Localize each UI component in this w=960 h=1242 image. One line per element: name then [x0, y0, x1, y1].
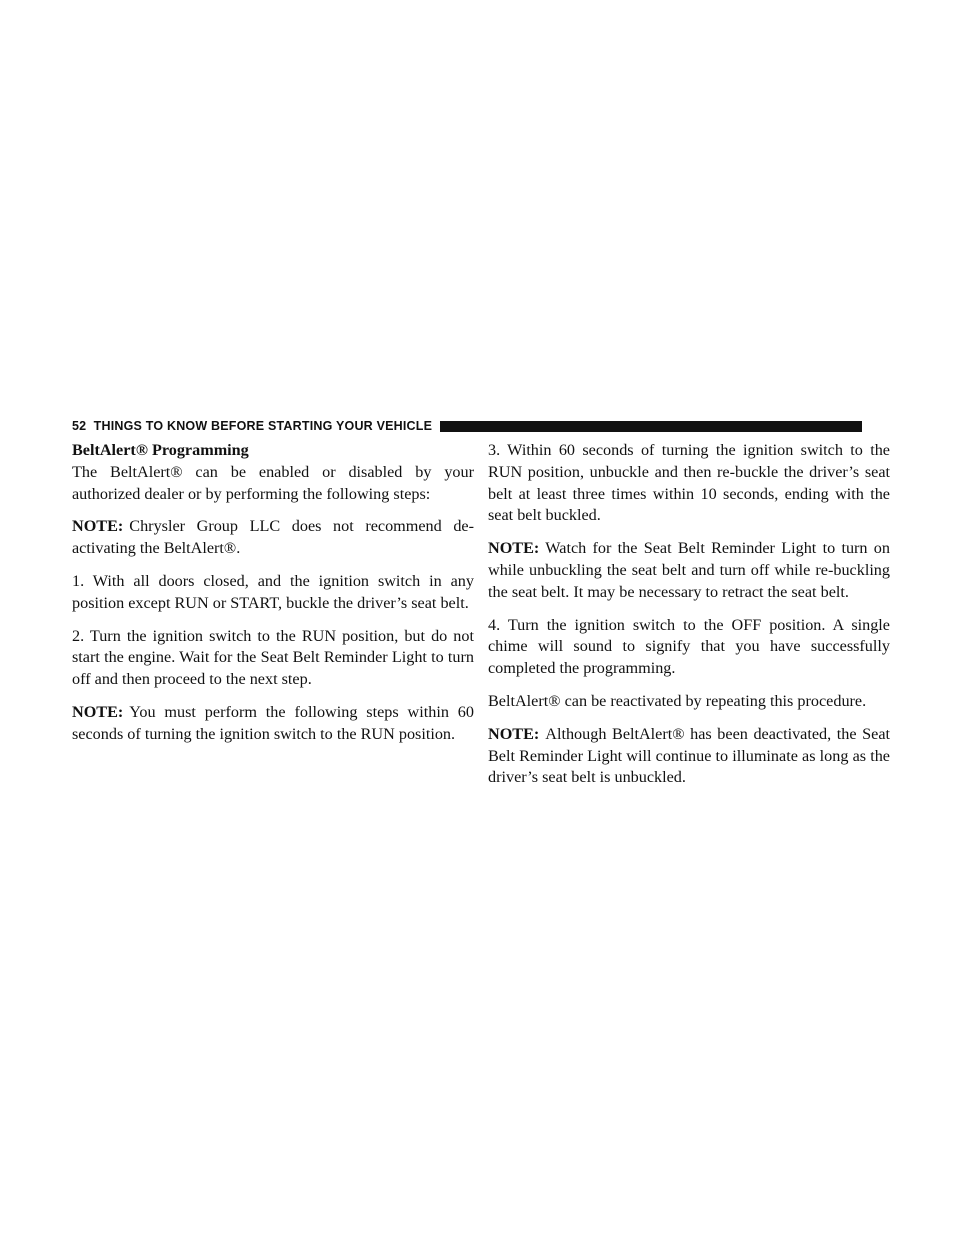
note-paragraph	[72, 702, 474, 746]
right-column	[488, 440, 890, 800]
left-column	[72, 440, 474, 757]
note-text: You must perform the following steps within 60 seconds of turning the ignition switch to the RUN position.	[72, 702, 474, 743]
note-text: Watch for the Seat Belt Reminder Light to turn on while unbuckling the seat belt and turn off while re-buckling the seat belt. It may be necessary to retract the seat belt.	[488, 539, 890, 601]
reactivate-paragraph: BeltAlert® can be reactivated by repeating this procedure.	[488, 691, 867, 710]
page-number: 52	[72, 419, 87, 433]
note-label: NOTE:	[72, 702, 124, 721]
step-1-paragraph: 1. With all doors closed, and the ignition switch in any position except RUN or START, buckle the driver’s seat belt.	[72, 571, 474, 612]
page-header	[72, 417, 862, 435]
note-paragraph	[488, 724, 890, 789]
page-header-text	[72, 419, 440, 433]
note-label: NOTE:	[488, 539, 540, 558]
note-text: Although BeltAlert® has been deactivated, the Seat Belt Reminder Light will continue to illuminate as long as the driver’s seat belt is unbuckled.	[488, 724, 890, 787]
step-3-paragraph: 3. Within 60 seconds of turning the ignition switch to the RUN position, unbuckle and then re-buckle the driver’s seat belt at least three times within 10 seconds, ending with the seat belt buckled.	[488, 441, 890, 525]
section-heading: BeltAlert® Programming	[72, 441, 249, 459]
intro-paragraph: The BeltAlert® can be enabled or disabled by your authorized dealer or by performing the following steps:	[72, 462, 474, 503]
section-title: THINGS TO KNOW BEFORE STARTING YOUR VEHICLE	[93, 419, 433, 433]
note-paragraph	[72, 516, 474, 560]
note-paragraph	[488, 538, 890, 603]
step-4-paragraph: 4. Turn the ignition switch to the OFF position. A single chime will sound to signify that you have successfully completed the programming.	[488, 615, 890, 678]
note-text: Chrysler Group LLC does not recommend de-activating the BeltAlert®.	[72, 517, 474, 558]
step-2-paragraph: 2. Turn the ignition switch to the RUN position, but do not start the engine. Wait for the Seat Belt Reminder Light to turn off and then proceed to the next step.	[72, 626, 474, 689]
note-label: NOTE:	[488, 724, 540, 743]
note-label: NOTE:	[72, 517, 124, 536]
header-rule	[440, 421, 862, 432]
